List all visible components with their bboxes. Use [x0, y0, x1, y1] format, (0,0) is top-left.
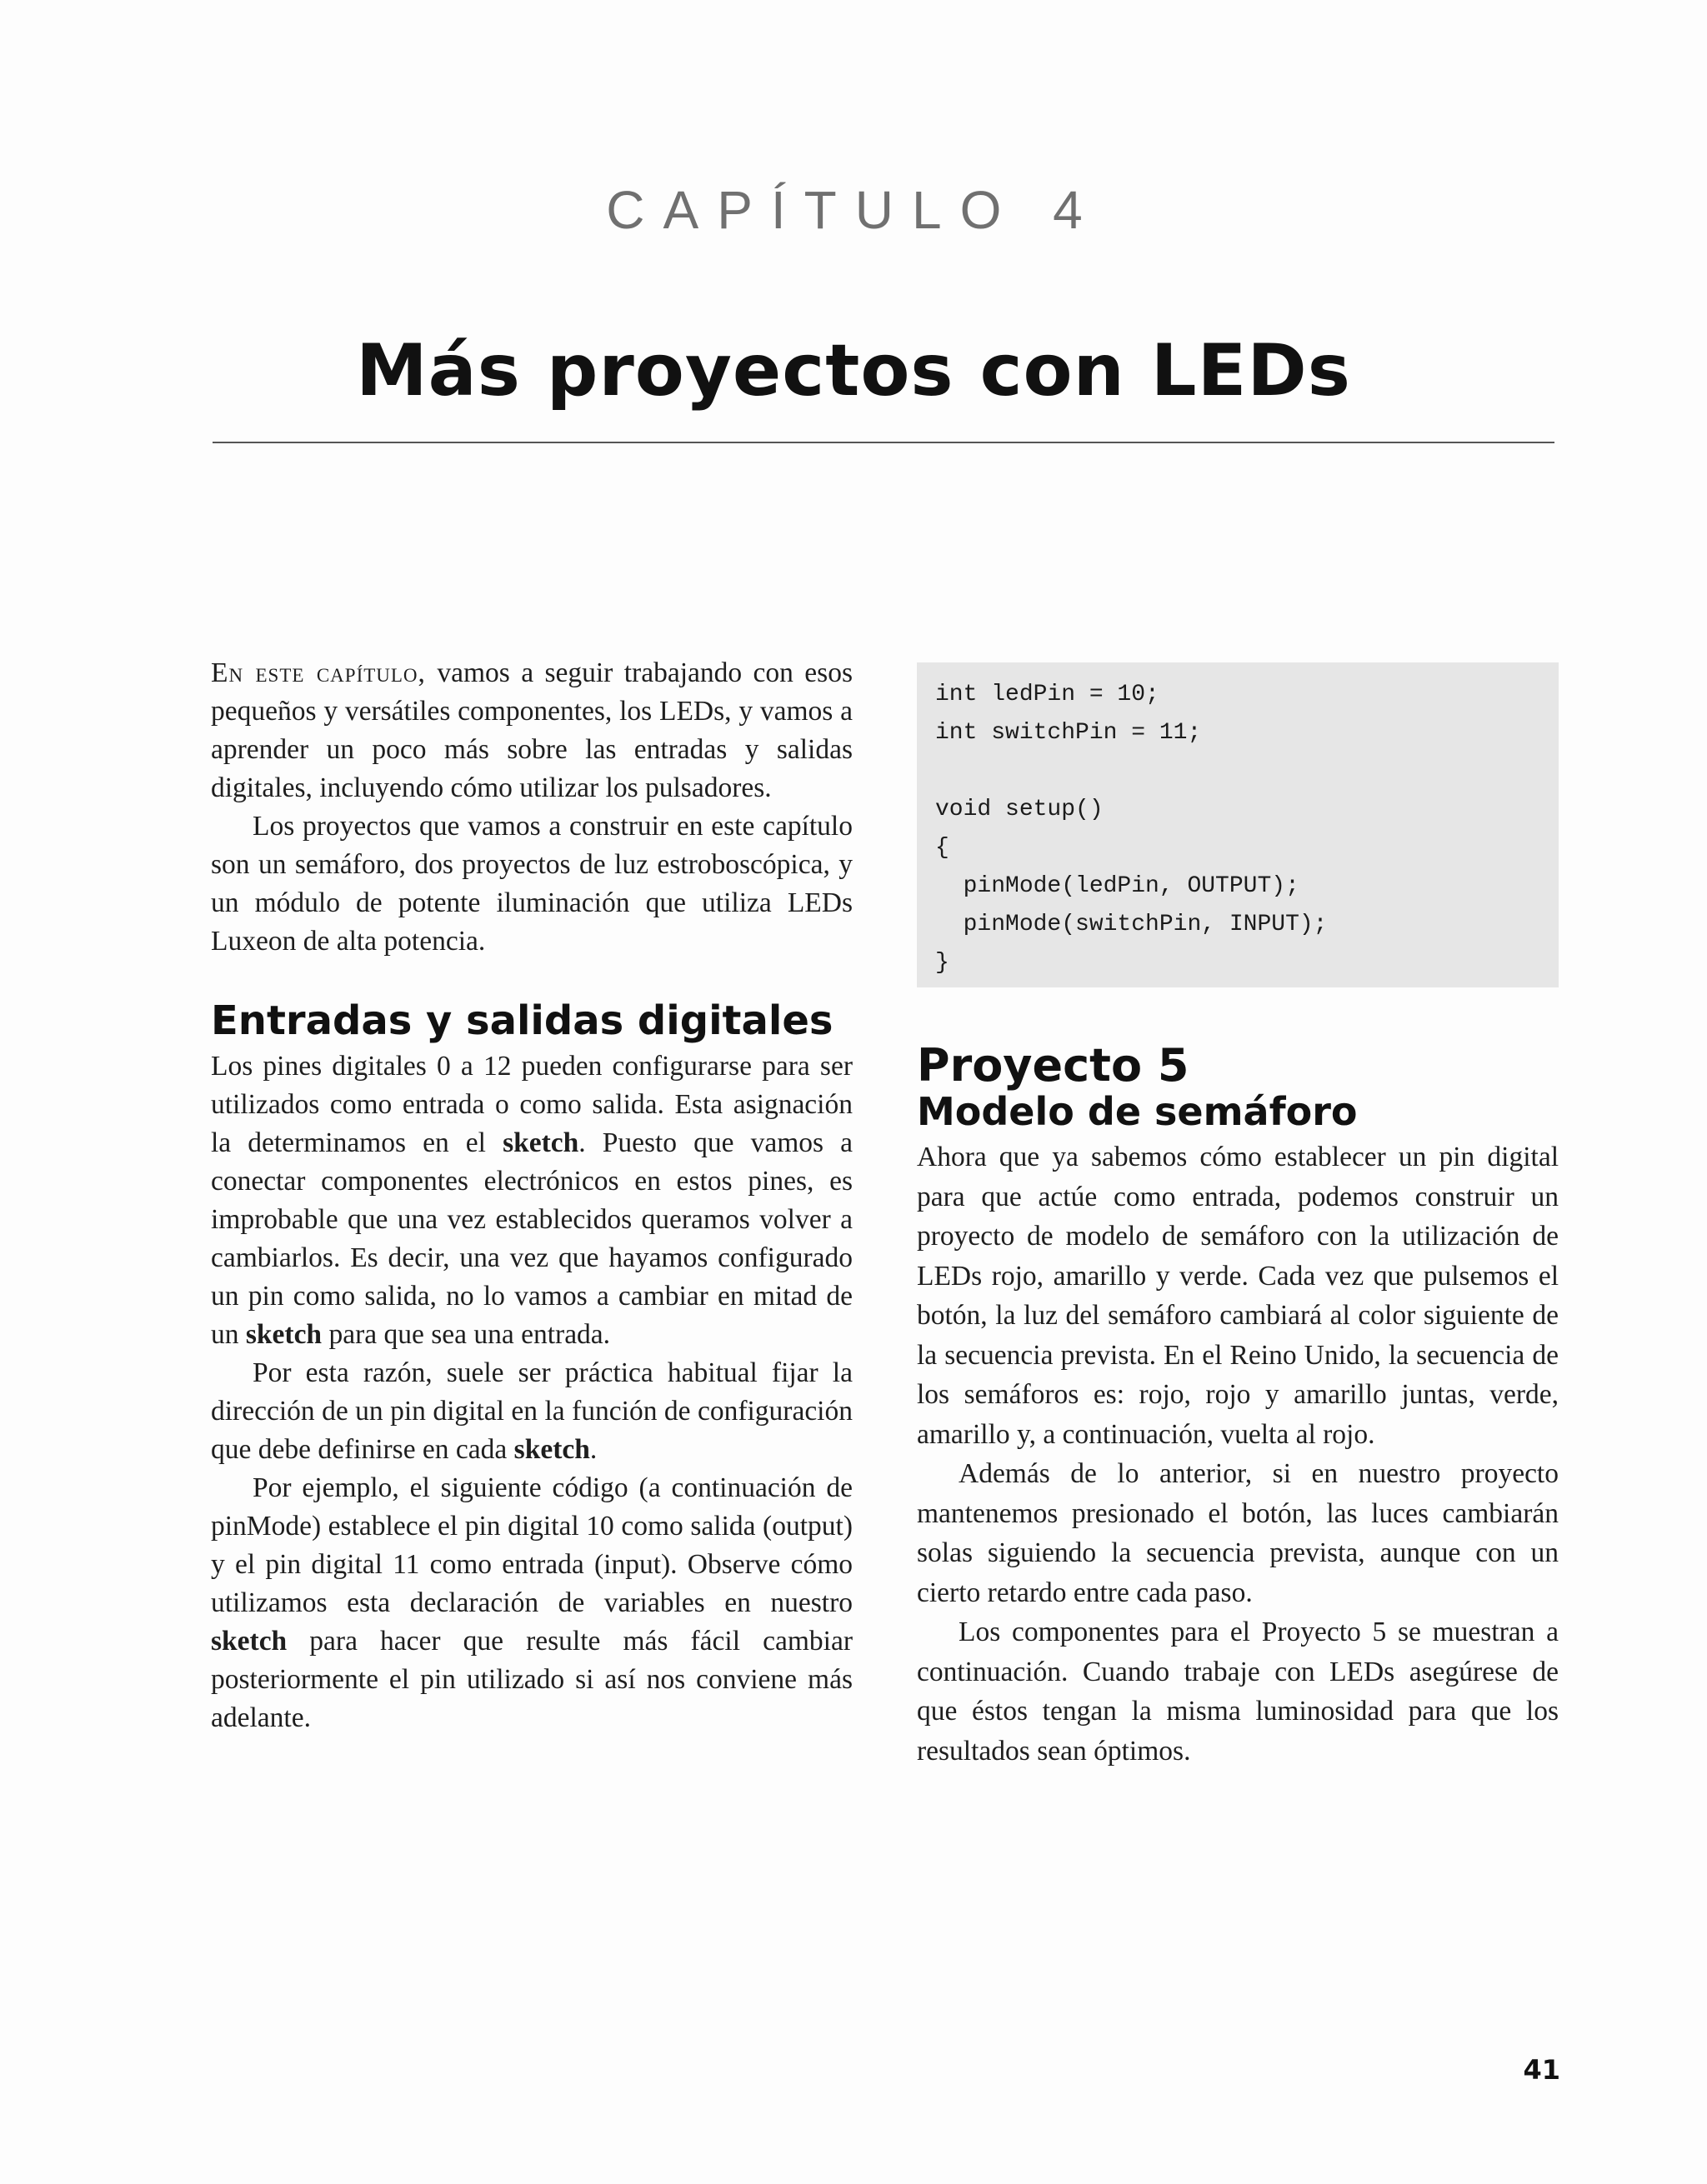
text-run: Por esta razón, suele ser práctica habitual fijar la dirección de un pin digital en la función de configuración que debe definirse en cada: [211, 1357, 853, 1465]
page-number: 41: [1523, 2054, 1560, 2086]
chapter-title: Más proyectos con LEDs: [356, 329, 1351, 412]
code-listing: int ledPin = 10; int switchPin = 11; void setup() { pinMode(ledPin, OUTPUT); pinMode(switchPin, INPUT); }: [935, 682, 1328, 976]
intro-paragraph-2: Los proyectos que vamos a construir en este capítulo son un semáforo, dos proyectos de luz estroboscópica, y un módulo de potente iluminación que utiliza LEDs Luxeon de alta potencia.: [211, 811, 853, 957]
project-number: Proyecto 5: [917, 1039, 1189, 1092]
section-heading-digital-io: Entradas y salidas digitales: [211, 997, 833, 1044]
body-paragraph-2: [211, 1354, 853, 1469]
text-run: para que sea una entrada.: [322, 1319, 611, 1350]
left-column: [211, 654, 853, 1737]
text-run: para hacer que resulte más fácil cambiar posteriormente el pin utilizado si así nos conviene más adelante.: [211, 1626, 853, 1733]
project-name: Modelo de semáforo: [917, 1089, 1358, 1134]
intro-text: vamos a seguir trabajando con esos pequeños y versátiles componentes, los LEDs, y vamos a aprender un poco más sobre las entradas y salidas digitales, incluyendo cómo utilizar los pulsadores.: [211, 657, 853, 803]
project-paragraph-2: Además de lo anterior, si en nuestro proyecto mantenemos presionado el botón, las luces cambiarán solas siguiendo la secuencia prevista, aunque con un cierto retardo entre cada paso.: [917, 1458, 1559, 1608]
text-run: Por ejemplo, el siguiente código (a continuación de pinMode) establece el pin digital 10 como salida (output) y el pin digital 11 como entrada (input). Observe cómo utilizamos esta declaración de variables en nuestro: [211, 1472, 853, 1618]
chapter-label: CAPÍTULO 4: [606, 180, 1101, 240]
keyword-sketch: sketch: [513, 1434, 590, 1465]
project-paragraph-1: Ahora que ya sabemos cómo establecer un pin digital para que actúe como entrada, podemos construir un proyecto de modelo de semáforo con la utilización de LEDs rojo, amarillo y verde. Cada vez que pulsemos el botón, la luz del semáforo cambiará al color siguiente de la secuencia prevista. En el Reino Unido, la secuencia de los semáforos es: rojo, rojo y amarillo juntas, verde, amarillo y, a continuación, vuelta al rojo.: [917, 1142, 1559, 1450]
text-run: Los pines digitales 0 a 12 pueden configurarse para ser utilizados como entrada o como salida. Esta asignación la determinamos en el: [211, 1051, 853, 1158]
project-paragraph-3: Los componentes para el Proyecto 5 se muestran a continuación. Cuando trabaje con LEDs asegúrese de que éstos tengan la misma luminosidad para que los resultados sean óptimos.: [917, 1617, 1559, 1767]
body-paragraph-1: [211, 1047, 853, 1354]
text-run: .: [589, 1434, 598, 1465]
keyword-sketch: sketch: [503, 1127, 579, 1158]
intro-lead-in: En este capítulo,: [211, 657, 426, 688]
title-divider: [213, 442, 1554, 443]
project-heading: [917, 1039, 1559, 1134]
body-paragraph-3: [211, 1469, 853, 1737]
keyword-sketch: sketch: [211, 1626, 288, 1657]
keyword-sketch: sketch: [245, 1319, 323, 1350]
code-block: [917, 662, 1559, 987]
text-run: . Puesto que vamos a conectar componentes electrónicos en estos pines, es improbable que una vez establecidos queramos volver a cambiarlos. Es decir, una vez que hayamos configurado un pin como salida, no lo vamos a cambiar en mitad de un: [211, 1127, 853, 1350]
right-column: [917, 1137, 1559, 1771]
intro-paragraph: [211, 654, 853, 807]
